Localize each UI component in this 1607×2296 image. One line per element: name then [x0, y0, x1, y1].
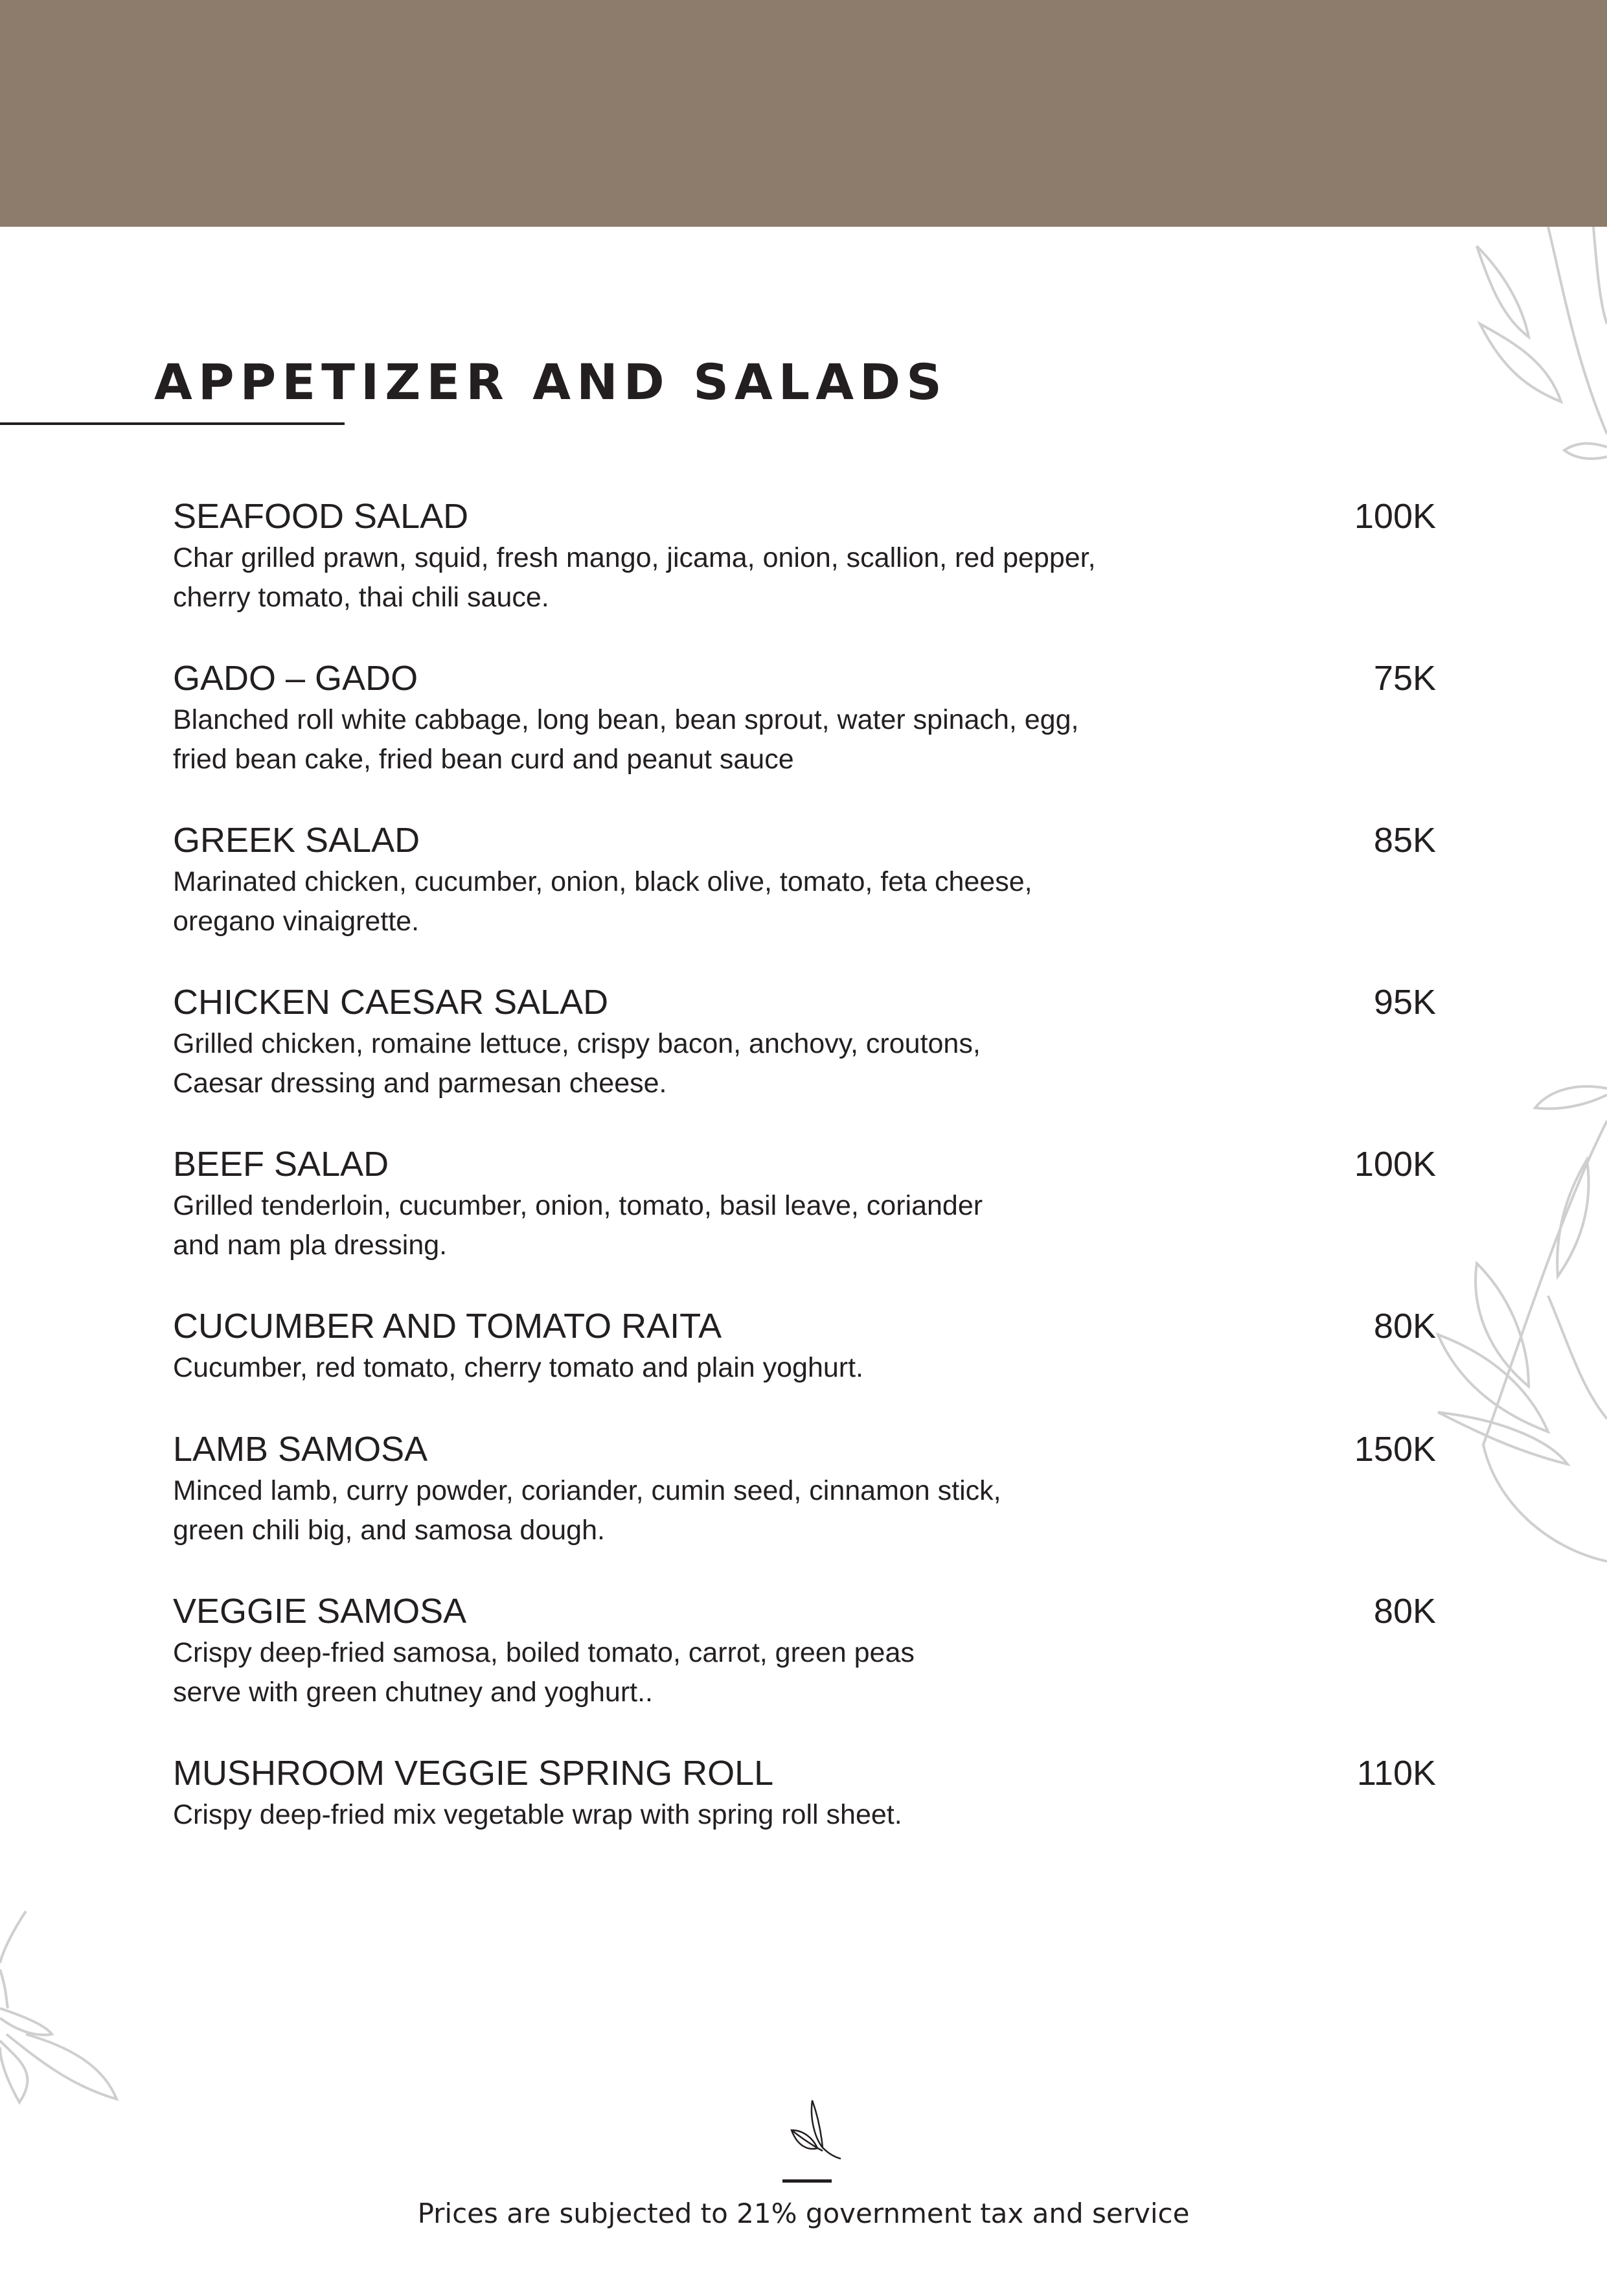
item-price: 80K [1373, 1592, 1436, 1631]
leaf-decoration-icon [1464, 227, 1607, 473]
item-description: Blanched roll white cabbage, long bean, bean sprout, water spinach, egg, fried bean cake, fried bean curd and peanut sauce [173, 704, 1079, 775]
item-price: 95K [1373, 983, 1436, 1022]
item-description: Char grilled prawn, squid, fresh mango, jicama, onion, scallion, red pepper, cherry tomato, thai chili sauce. [173, 542, 1096, 613]
footer-divider [782, 2179, 832, 2183]
header-band [0, 0, 1607, 227]
item-name: GREEK SALAD [173, 821, 420, 860]
item-description: Cucumber, red tomato, cherry tomato and plain yoghurt. [173, 1352, 863, 1383]
leaf-sprig-icon [745, 2099, 861, 2164]
item-price: 100K [1354, 497, 1436, 536]
item-name: CHICKEN CAESAR SALAD [173, 983, 609, 1022]
menu-item [173, 1590, 1436, 1712]
menu-item [173, 982, 1436, 1103]
item-description: Grilled tenderloin, cucumber, onion, tomato, basil leave, coriander and nam pla dressing. [173, 1190, 983, 1261]
item-description: Grilled chicken, romaine lettuce, crispy bacon, anchovy, croutons, Caesar dressing and parmesan cheese. [173, 1028, 981, 1099]
item-price: 110K [1356, 1754, 1436, 1793]
item-price: 150K [1354, 1430, 1436, 1469]
item-description: Crispy deep-fried mix vegetable wrap with spring roll sheet. [173, 1799, 902, 1830]
menu-item [173, 1305, 1436, 1388]
menu-item [173, 1429, 1436, 1550]
footer-tax-note: Prices are subjected to 21% government tax and service [417, 2198, 1190, 2229]
item-description: Marinated chicken, cucumber, onion, black olive, tomato, feta cheese, oregano vinaigrette. [173, 866, 1032, 937]
item-name: BEEF SALAD [173, 1145, 389, 1184]
item-price: 85K [1373, 821, 1436, 860]
menu-item [173, 496, 1436, 617]
menu-item [173, 820, 1436, 941]
leaf-decoration-icon [0, 1905, 123, 2112]
leaf-decoration-icon [1419, 1082, 1607, 1574]
menu-item [173, 1752, 1436, 1835]
item-description: Minced lamb, curry powder, coriander, cumin seed, cinnamon stick, green chili big, and samosa dough. [173, 1475, 1001, 1546]
item-price: 100K [1354, 1145, 1436, 1184]
menu-item [173, 658, 1436, 779]
item-price: 75K [1373, 659, 1436, 698]
item-name: CUCUMBER AND TOMATO RAITA [173, 1307, 722, 1346]
item-price: 80K [1373, 1307, 1436, 1346]
item-name: MUSHROOM VEGGIE SPRING ROLL [173, 1754, 774, 1793]
item-name: SEAFOOD SALAD [173, 497, 469, 536]
item-name: GADO – GADO [173, 659, 418, 698]
item-name: VEGGIE SAMOSA [173, 1592, 467, 1631]
item-description: Crispy deep-fried samosa, boiled tomato, carrot, green peas serve with green chutney and yoghurt.. [173, 1637, 915, 1708]
title-underline [0, 422, 345, 425]
menu-item [173, 1143, 1436, 1265]
page-title: APPETIZER AND SALADS [154, 353, 948, 411]
item-name: LAMB SAMOSA [173, 1430, 428, 1469]
